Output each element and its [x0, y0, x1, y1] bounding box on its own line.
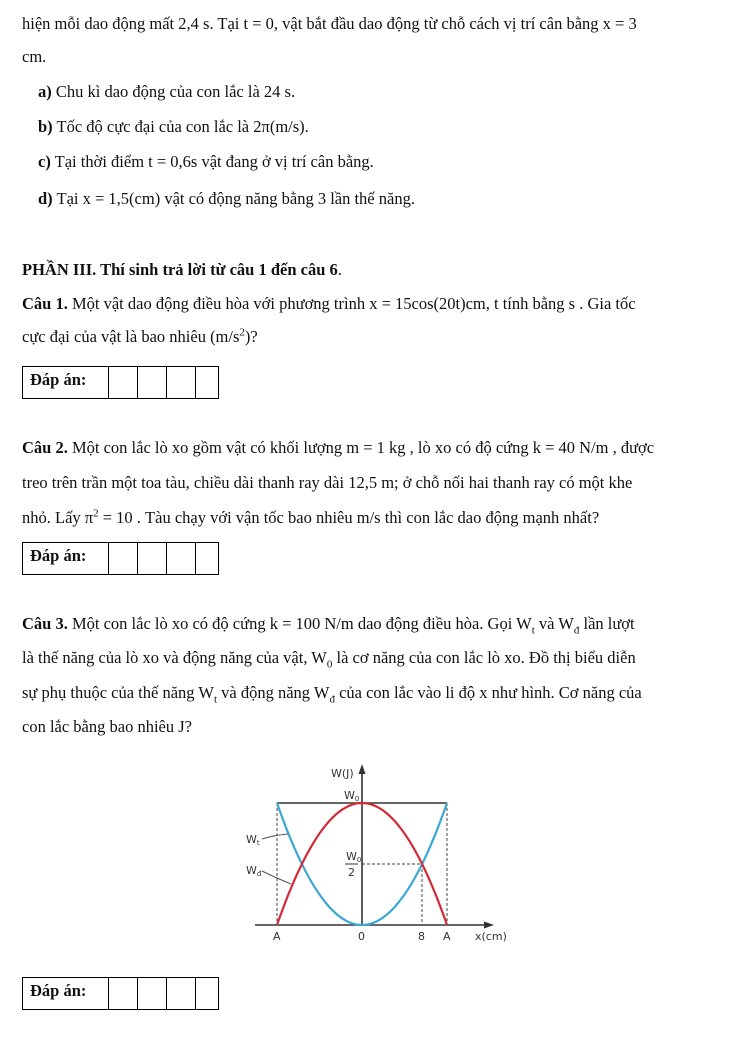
subscript: 0: [326, 658, 333, 671]
answer-cell[interactable]: [138, 978, 167, 1009]
y-axis-label: W(J): [331, 767, 354, 780]
answer-label: Đáp án:: [23, 543, 109, 574]
wt-leader-line: [262, 834, 288, 839]
statement-key: c): [38, 152, 51, 171]
statement-text: Tại x = 1,5(cm) vật có động năng bằng 3 lần thế năng.: [56, 189, 415, 208]
question-text: Một con lắc lò xo có độ cứng k = 100 N/m dao động điều hòa. Gọi W: [71, 614, 532, 633]
question-text: Một con lắc lò xo gồm vật có khối lượng m = 1 kg , lò xo có độ cứng k = 40 N/m , được: [71, 438, 655, 457]
wd-label: [246, 864, 262, 878]
question-text: nhỏ. Lấy π: [22, 508, 94, 527]
x-axis-label: x(cm): [475, 930, 507, 943]
wt-label-main: W: [246, 833, 257, 846]
question-2-line-2: treo trên trần một toa tàu, chiều dài thanh ray dài 12,5 m; ở chỗ nối hai thanh ray có một khe: [22, 473, 633, 492]
answer-cell[interactable]: [167, 978, 196, 1009]
question-label: Câu 2.: [22, 438, 68, 457]
x-axis-arrow-icon: [484, 922, 494, 929]
subscript: t: [213, 693, 217, 706]
w0-label: [344, 789, 359, 803]
question-3-line-4: con lắc bằng bao nhiêu J?: [22, 717, 192, 736]
section-title-end: .: [337, 260, 342, 279]
intro-line-1: hiện mỗi dao động mất 2,4 s. Tại t = 0, vật bắt đầu dao động từ chỗ cách vị trí cân bằng x = 3: [22, 14, 637, 33]
statement-key: a): [38, 82, 52, 101]
w0-label-main: W: [344, 789, 355, 802]
question-text: của con lắc vào li độ x như hình. Cơ năng của: [334, 683, 642, 702]
question-text: lần lượt: [579, 614, 635, 633]
wt-label-sub: t: [256, 839, 260, 847]
statement-key: d): [38, 189, 53, 208]
half-w0-numerator: [346, 850, 361, 864]
y-axis-arrow-icon: [359, 764, 366, 774]
half-num-sub: 0: [356, 856, 362, 864]
wt-label: [246, 833, 260, 847]
answer-label: Đáp án:: [23, 978, 109, 1009]
section-title-text: PHẦN III. Thí sinh trả lời từ câu 1 đến câu 6: [22, 260, 338, 279]
intro-line-2: cm.: [22, 47, 47, 66]
w0-label-sub: 0: [354, 795, 360, 803]
statement-text: Tốc độ cực đại của con lắc là 2π(m/s).: [56, 117, 309, 136]
question-text: là cơ năng của con lắc lò xo. Đồ thị biểu diễn: [332, 648, 636, 667]
question-label: Câu 1.: [22, 294, 68, 313]
statement-text: Chu kì dao động của con lắc là 24 s.: [55, 82, 296, 101]
question-text: cực đại của vật là bao nhiêu (m/s: [22, 327, 240, 346]
wd-label-sub: đ: [256, 870, 262, 878]
wd-label-main: W: [246, 864, 257, 877]
half-num-main: W: [346, 850, 357, 863]
superscript: 2: [239, 326, 245, 339]
question-text: và W: [534, 614, 574, 633]
question-text: = 10 . Tàu chạy với vận tốc bao nhiêu m/s thì con lắc dao động mạnh nhất?: [98, 508, 600, 527]
answer-cell[interactable]: [196, 978, 218, 1009]
statement-text: Tại thời điểm t = 0,6s vật đang ở vị trí cân bằng.: [54, 152, 374, 171]
wd-leader-line: [262, 871, 291, 884]
subscript: đ: [573, 624, 580, 637]
question-text: và động năng W: [217, 683, 330, 702]
x-tick-right-A: A: [443, 930, 451, 943]
superscript: 2: [93, 507, 99, 520]
question-text: sự phụ thuộc của thế năng W: [22, 683, 214, 702]
x-tick-left-A: A: [273, 930, 281, 943]
subscript: t: [531, 624, 535, 637]
x-tick-0: 0: [358, 930, 365, 943]
answer-label: Đáp án:: [23, 367, 109, 398]
question-text: Một vật dao động điều hòa với phương trình x = 15cos(20t)cm, t tính bằng s . Gia tốc: [71, 294, 636, 313]
question-text: là thế năng của lò xo và động năng của vật, W: [22, 648, 327, 667]
x-tick-8: 8: [418, 930, 425, 943]
answer-cell[interactable]: [109, 978, 138, 1009]
answer-box-3: [22, 977, 219, 1010]
half-w0-denominator: 2: [348, 866, 355, 879]
question-label: Câu 3.: [22, 614, 68, 633]
question-text: )?: [244, 327, 258, 346]
statement-key: b): [38, 117, 53, 136]
subscript: đ: [329, 693, 335, 706]
